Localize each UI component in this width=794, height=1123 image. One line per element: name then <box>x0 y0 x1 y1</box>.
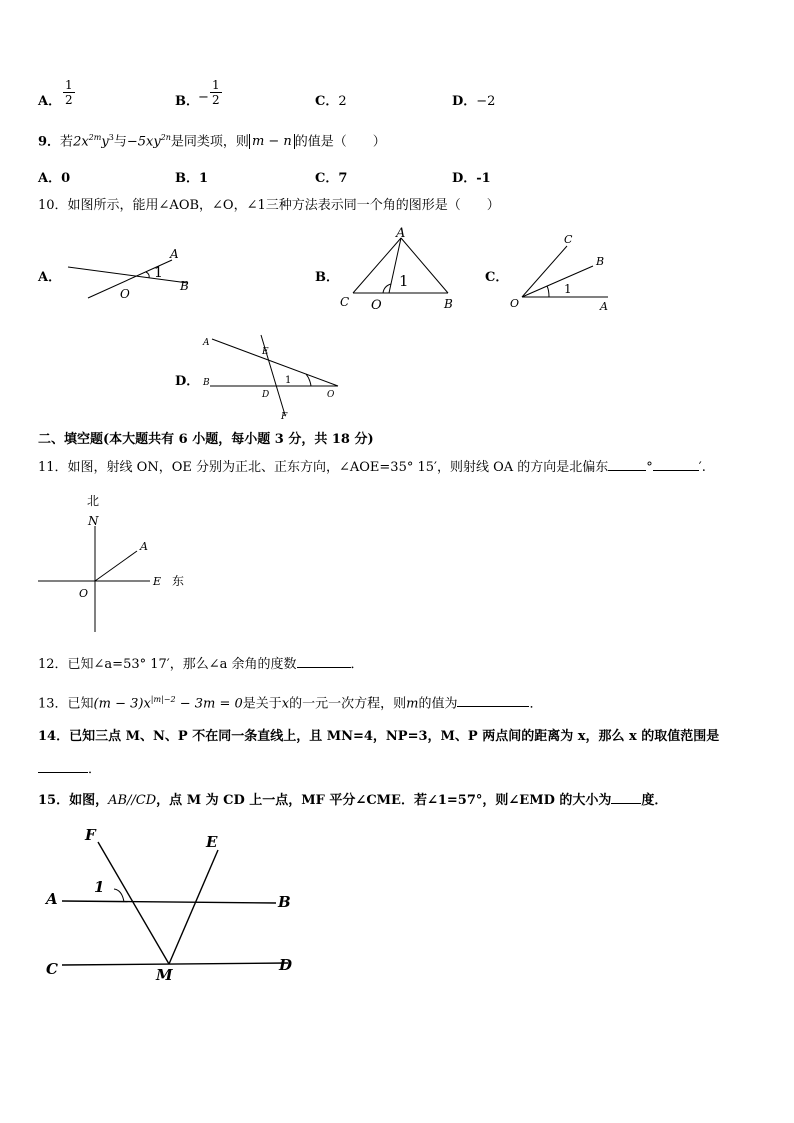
fig-d-label-f: F <box>281 412 288 422</box>
fig-c-angle-arc <box>547 286 549 297</box>
q8-a-denominator: 2 <box>65 93 73 107</box>
q9-exp-1: 2m <box>88 133 102 142</box>
q13-pre: 13．已知 <box>38 696 94 712</box>
q15-mid: ，点 M 为 CD 上一点，MF 平分∠CME．若∠1=57°，则∠EMD 的大小为 <box>156 793 612 808</box>
fig-15-angle-arc <box>114 889 124 902</box>
q10-option-a-label: A． <box>38 270 62 285</box>
fig-a-label-a: A <box>170 247 179 261</box>
fig-11-label-n: N <box>88 514 99 528</box>
fig-c-label-c: C <box>564 233 573 246</box>
q9-text-3: 是同类项，则 <box>170 134 249 150</box>
fig-c-label-o: O <box>510 297 520 310</box>
fig-d-label-b: B <box>203 378 210 388</box>
q10-option-c-label: C． <box>485 270 509 285</box>
q10-option-d-label: D． <box>175 374 200 389</box>
q13-post3: 的值为 <box>418 696 458 712</box>
q8-option-a-fraction <box>63 78 75 107</box>
q13-stem <box>38 692 542 712</box>
fig-c-ray-ob <box>522 266 593 297</box>
fig-a-label-1: 1 <box>154 265 163 281</box>
q9-option-d: D．-1 <box>452 171 491 186</box>
q9-abs-expr: m − n <box>249 134 295 149</box>
q9-expr-2: −5xy <box>126 134 161 150</box>
fig-15-label-f: F <box>85 826 96 844</box>
fig-c-label-a: A <box>600 300 608 313</box>
fig-b-side-ac <box>353 238 401 293</box>
q13-end: ． <box>529 696 543 712</box>
q8-option-a-label: A． <box>38 94 62 109</box>
q10-figure-b <box>335 224 465 316</box>
q13-x: x <box>281 696 290 712</box>
q14-blank[interactable] <box>38 760 88 773</box>
q14-answer-line <box>38 760 101 778</box>
q12-text: 12．已知∠a=53° 17′，那么∠a 余角的度数 <box>38 657 297 672</box>
fig-a-line-ob <box>68 267 188 283</box>
fig-15-label-a: A <box>46 890 58 908</box>
q14-stem: 14．已知三点 M、N、P 不在同一条直线上，且 MN=4，NP=3，M、P 两点间的距离为 x，那么 x 的取值范围是 <box>38 729 720 744</box>
q9-exp-1b: 3 <box>108 133 114 142</box>
q10-figure-d <box>198 330 348 422</box>
fig-b-label-o: O <box>371 298 382 313</box>
q13-m: m <box>406 696 419 712</box>
fig-c-label-b: B <box>596 255 605 268</box>
fig-c-label-1: 1 <box>564 282 572 296</box>
fig-d-label-o: O <box>327 390 335 400</box>
fig-15-line-cd <box>62 963 288 965</box>
fig-d-label-e: E <box>262 347 269 357</box>
q8-option-b-fraction <box>210 78 222 107</box>
q8-option-b-sign: − <box>198 90 209 105</box>
fig-11-label-e: E <box>153 575 162 588</box>
q11-figure <box>35 490 195 640</box>
q12-blank[interactable] <box>297 655 351 668</box>
fig-15-line-ab <box>62 901 276 903</box>
q9-exp-2: 2n <box>160 133 171 142</box>
q15-figure <box>38 820 308 990</box>
q10-figure-a <box>60 240 210 310</box>
q15-end: 度． <box>641 793 668 808</box>
q9-option-b: B．1 <box>175 171 209 186</box>
q8-option-b-label: B． <box>175 94 199 109</box>
fig-15-label-c: C <box>46 960 58 978</box>
fig-11-label-a: A <box>140 540 148 553</box>
q12-end: ． <box>350 657 364 672</box>
fig-11-label-east: 东 <box>172 574 185 588</box>
q14-end: ． <box>88 762 102 777</box>
q9-text-1: 若 <box>60 134 74 150</box>
q9-number: 9． <box>38 134 61 150</box>
q13-mid: − 3m = 0 <box>175 696 243 712</box>
q9-stem <box>38 130 386 150</box>
fig-11-ray-oa <box>95 551 137 581</box>
fig-b-label-b: B <box>444 297 453 311</box>
fig-d-label-a: A <box>203 338 210 348</box>
q9-text-2: 与 <box>113 134 127 150</box>
fig-a-label-b: B <box>180 279 189 293</box>
q8-b-denominator: 2 <box>212 93 220 107</box>
fig-15-ray-me <box>169 850 218 964</box>
q8-a-numerator: 1 <box>65 78 73 92</box>
q9-expr-1: 2x <box>73 134 89 150</box>
section-2-heading: 二、填空题(本大题共有 6 小题，每小题 3 分，共 18 分) <box>38 432 374 447</box>
fig-d-label-1: 1 <box>285 375 292 386</box>
q15-pre: 15．如图， <box>38 793 109 808</box>
q10-option-b-label: B． <box>315 270 339 285</box>
fig-11-label-north: 北 <box>87 494 100 508</box>
q10-figure-c <box>505 230 625 315</box>
q12-stem <box>38 655 364 673</box>
q8-option-c-label: C． <box>315 94 339 109</box>
q11-stem <box>38 458 706 476</box>
fig-b-label-1: 1 <box>399 272 409 290</box>
fig-d-label-d: D <box>262 390 270 400</box>
q11-blank-minutes[interactable] <box>653 458 699 471</box>
fig-a-label-o: O <box>120 287 130 301</box>
q13-post2: 的一元一次方程，则 <box>289 696 407 712</box>
q11-degree-sign: ° <box>646 460 653 475</box>
q13-expr: (m − 3)x <box>93 696 151 712</box>
q15-blank[interactable] <box>611 791 641 804</box>
q13-exponent: |m|−2 <box>150 695 176 704</box>
q9-option-a: A．0 <box>38 171 71 186</box>
fig-c-ray-oc <box>522 246 567 297</box>
q11-blank-degrees[interactable] <box>608 458 646 471</box>
q8-option-d-value: −2 <box>476 94 496 109</box>
q9-option-c: C．7 <box>315 171 348 186</box>
fig-b-label-c: C <box>340 295 350 309</box>
q11-text: 11．如图，射线 ON，OE 分别为正北、正东方向，∠AOE=35° 15′，则射线 OA 的方向是北偏东 <box>38 460 609 475</box>
q15-stem <box>38 791 667 809</box>
q8-option-c-value: 2 <box>338 94 347 109</box>
fig-15-label-e: E <box>206 833 218 851</box>
fig-15-label-1: 1 <box>94 878 105 896</box>
q10-stem: 10．如图所示，能用∠AOB，∠O，∠1三种方法表示同一个角的图形是（ ） <box>38 198 500 213</box>
fig-d-line-ao <box>212 339 338 386</box>
q8-b-numerator: 1 <box>212 78 220 92</box>
q9-expr-1b: y <box>101 134 109 150</box>
q8-option-d-label: D． <box>452 94 477 109</box>
fig-15-label-d: D <box>279 956 293 974</box>
q9-text-4: 的值是（ ） <box>294 134 386 150</box>
fig-11-label-o: O <box>79 587 89 600</box>
fig-b-label-a: A <box>396 226 406 241</box>
q11-minute-sign: ′. <box>698 460 706 475</box>
q15-parallel: AB//CD <box>108 793 157 808</box>
fig-15-ray-mf <box>98 842 169 964</box>
fig-15-label-b: B <box>278 893 291 911</box>
fig-15-label-m: M <box>156 966 173 984</box>
q13-post: 是关于 <box>242 696 282 712</box>
q13-blank[interactable] <box>457 694 529 707</box>
